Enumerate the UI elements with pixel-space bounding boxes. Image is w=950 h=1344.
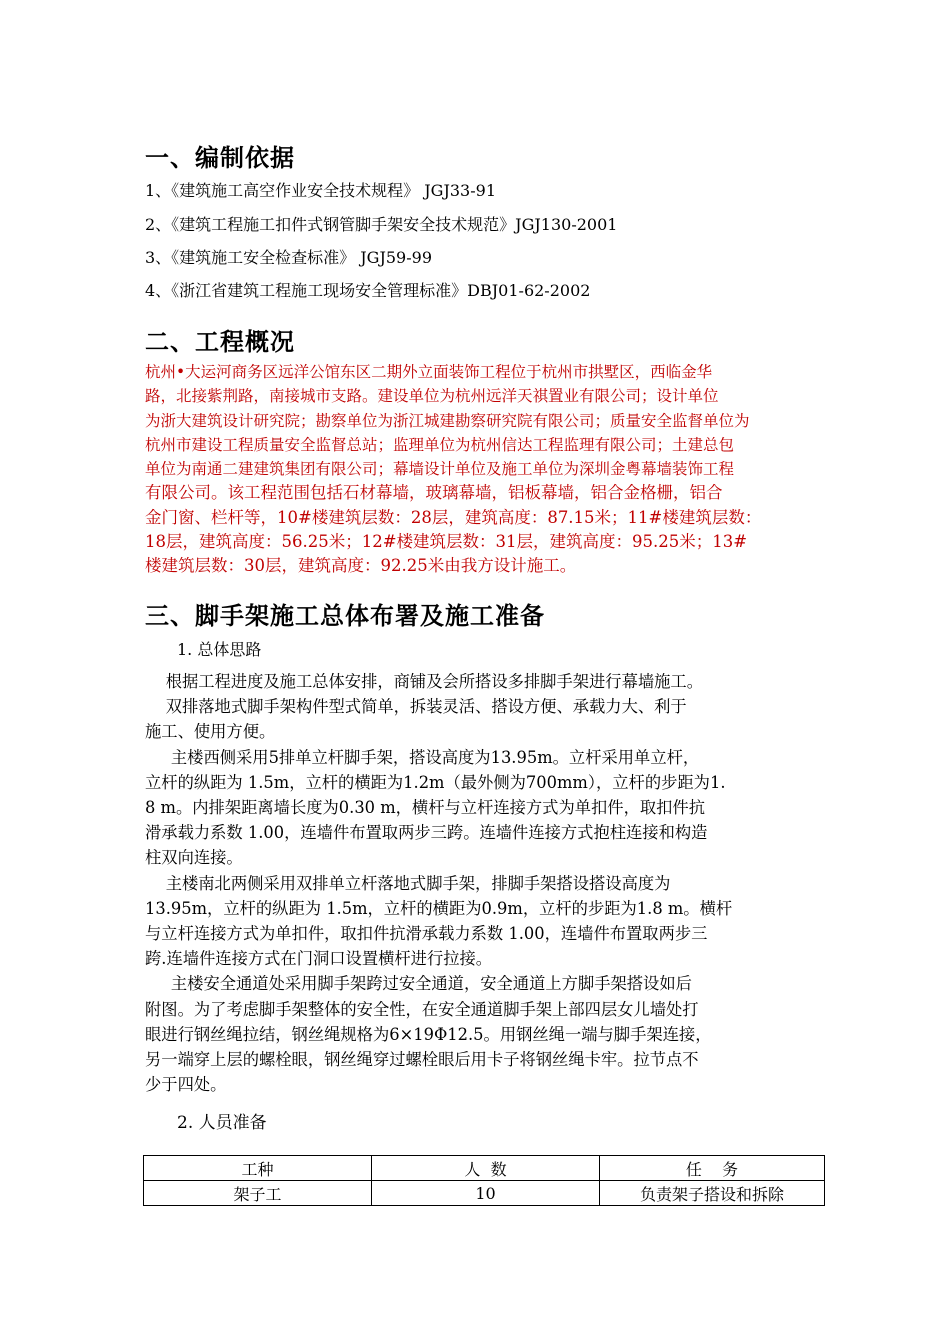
reference-item: 3、《建筑施工安全检查标准》 JGJ59-99 [145, 248, 433, 267]
overview-line: 杭州市建设工程质量安全监督总站；监理单位为杭州信达工程监理有限公司；土建总包 [145, 435, 735, 454]
body-line: 根据工程进度及施工总体安排，商铺及会所搭设多排脚手架进行幕墙施工。 [145, 672, 703, 691]
scaffold-description [145, 669, 732, 1097]
table-header-cell: 工种 [144, 1156, 372, 1181]
overview-line: 单位为南通二建建筑集团有限公司；幕墙设计单位及施工单位为深圳金粤幕墙装饰工程 [145, 460, 735, 479]
body-line: 附图。为了考虑脚手架整体的安全性，在安全通道脚手架上部四层女儿墙处打 [145, 999, 699, 1019]
body-line: 立杆的纵距为 1.5m，立杆的横距为1.2m（最外侧为700mm），立杆的步距为1. [145, 772, 726, 792]
table-cell: 负责架子搭设和拆除 [600, 1181, 825, 1206]
body-line: 13.95m，立杆的纵距为 1.5m，立杆的横距为0.9m，立杆的步距为1.8 m。横杆 [145, 898, 733, 918]
section-heading-layout: 三、脚手架施工总体布署及施工准备 [145, 602, 545, 630]
body-line: 少于四处。 [145, 1075, 227, 1095]
table-header-cell: 任 务 [600, 1156, 825, 1181]
section-heading-overview: 二、工程概况 [145, 328, 295, 356]
body-line: 跨.连墙件连接方式在门洞口设置横杆进行拉接。 [145, 949, 493, 969]
project-overview-paragraph [145, 360, 825, 579]
reference-item: 4、《浙江省建筑工程施工现场安全管理标准》DBJ01-62-2002 [145, 281, 591, 300]
overview-line: 杭州•大运河商务区远洋公馆东区二期外立面装饰工程位于杭州市拱墅区，西临金华 [145, 363, 713, 381]
subheading-overall-idea: 1. 总体思路 [177, 640, 262, 659]
body-line: 另一端穿上层的螺栓眼，钢丝绳穿过螺栓眼后用卡子将钢丝绳卡牢。拉节点不 [145, 1050, 699, 1070]
body-line: 双排落地式脚手架构件型式简单，拆装灵活、搭设方便、承载力大、利于 [145, 697, 687, 717]
section-heading-basis: 一、编制依据 [145, 144, 295, 172]
overview-line: 路，北接紫荆路，南接城市支路。建设单位为杭州远洋天祺置业有限公司；设计单位 [145, 387, 719, 406]
body-line: 主楼安全通道处采用脚手架跨过安全通道，安全通道上方脚手架搭设如后 [145, 974, 692, 994]
overview-line: 有限公司。该工程范围包括石材幕墙，玻璃幕墙，铝板幕墙，铝合金格栅，铝合 [145, 483, 723, 503]
body-line: 与立杆连接方式为单扣件，取扣件抗滑承载力系数 1.00，连墙件布置取两步三 [145, 924, 708, 944]
table-header-row [144, 1156, 825, 1181]
overview-line: 楼建筑层数：30层，建筑高度：92.25米由我方设计施工。 [145, 556, 577, 576]
reference-item: 2、《建筑工程施工扣件式钢管脚手架安全技术规范》JGJ130-2001 [145, 215, 618, 234]
body-line: 主楼南北两侧采用双排单立杆落地式脚手架，排脚手架搭设搭设高度为 [145, 873, 671, 893]
body-line: 主楼西侧采用5排单立杆脚手架，搭设高度为13.95m。立杆采用单立杆， [145, 747, 700, 767]
table-cell: 架子工 [144, 1181, 372, 1206]
body-line: 8 m。内排架距离墙长度为0.30 m，横杆与立杆连接方式为单扣件，取扣件抗 [145, 798, 705, 818]
body-line: 柱双向连接。 [145, 848, 243, 868]
table-header-cell: 人 数 [372, 1156, 600, 1181]
staffing-table [143, 1155, 825, 1206]
table-row [144, 1181, 825, 1206]
reference-item: 1、《建筑施工高空作业安全技术规程》 JGJ33-91 [145, 181, 497, 200]
body-line: 施工、使用方便。 [145, 722, 276, 742]
overview-line: 金门窗、栏杆等，10#楼建筑层数：28层，建筑高度：87.15米；11#楼建筑层数： [145, 507, 762, 527]
table-cell: 10 [372, 1181, 600, 1206]
subheading-staffing: 2. 人员准备 [177, 1113, 267, 1133]
overview-line: 为浙大建筑设计研究院；勘察单位为浙江城建勘察研究院有限公司；质量安全监督单位为 [145, 411, 750, 430]
body-line: 眼进行钢丝绳拉结，钢丝绳规格为6×19Φ12.5。用钢丝绳一端与脚手架连接， [145, 1024, 712, 1044]
body-line: 滑承载力系数 1.00，连墙件布置取两步三跨。连墙件连接方式抱柱连接和构造 [145, 823, 708, 843]
overview-line: 18层，建筑高度：56.25米；12#楼建筑层数：31层，建筑高度：95.25米；13# [145, 532, 748, 552]
